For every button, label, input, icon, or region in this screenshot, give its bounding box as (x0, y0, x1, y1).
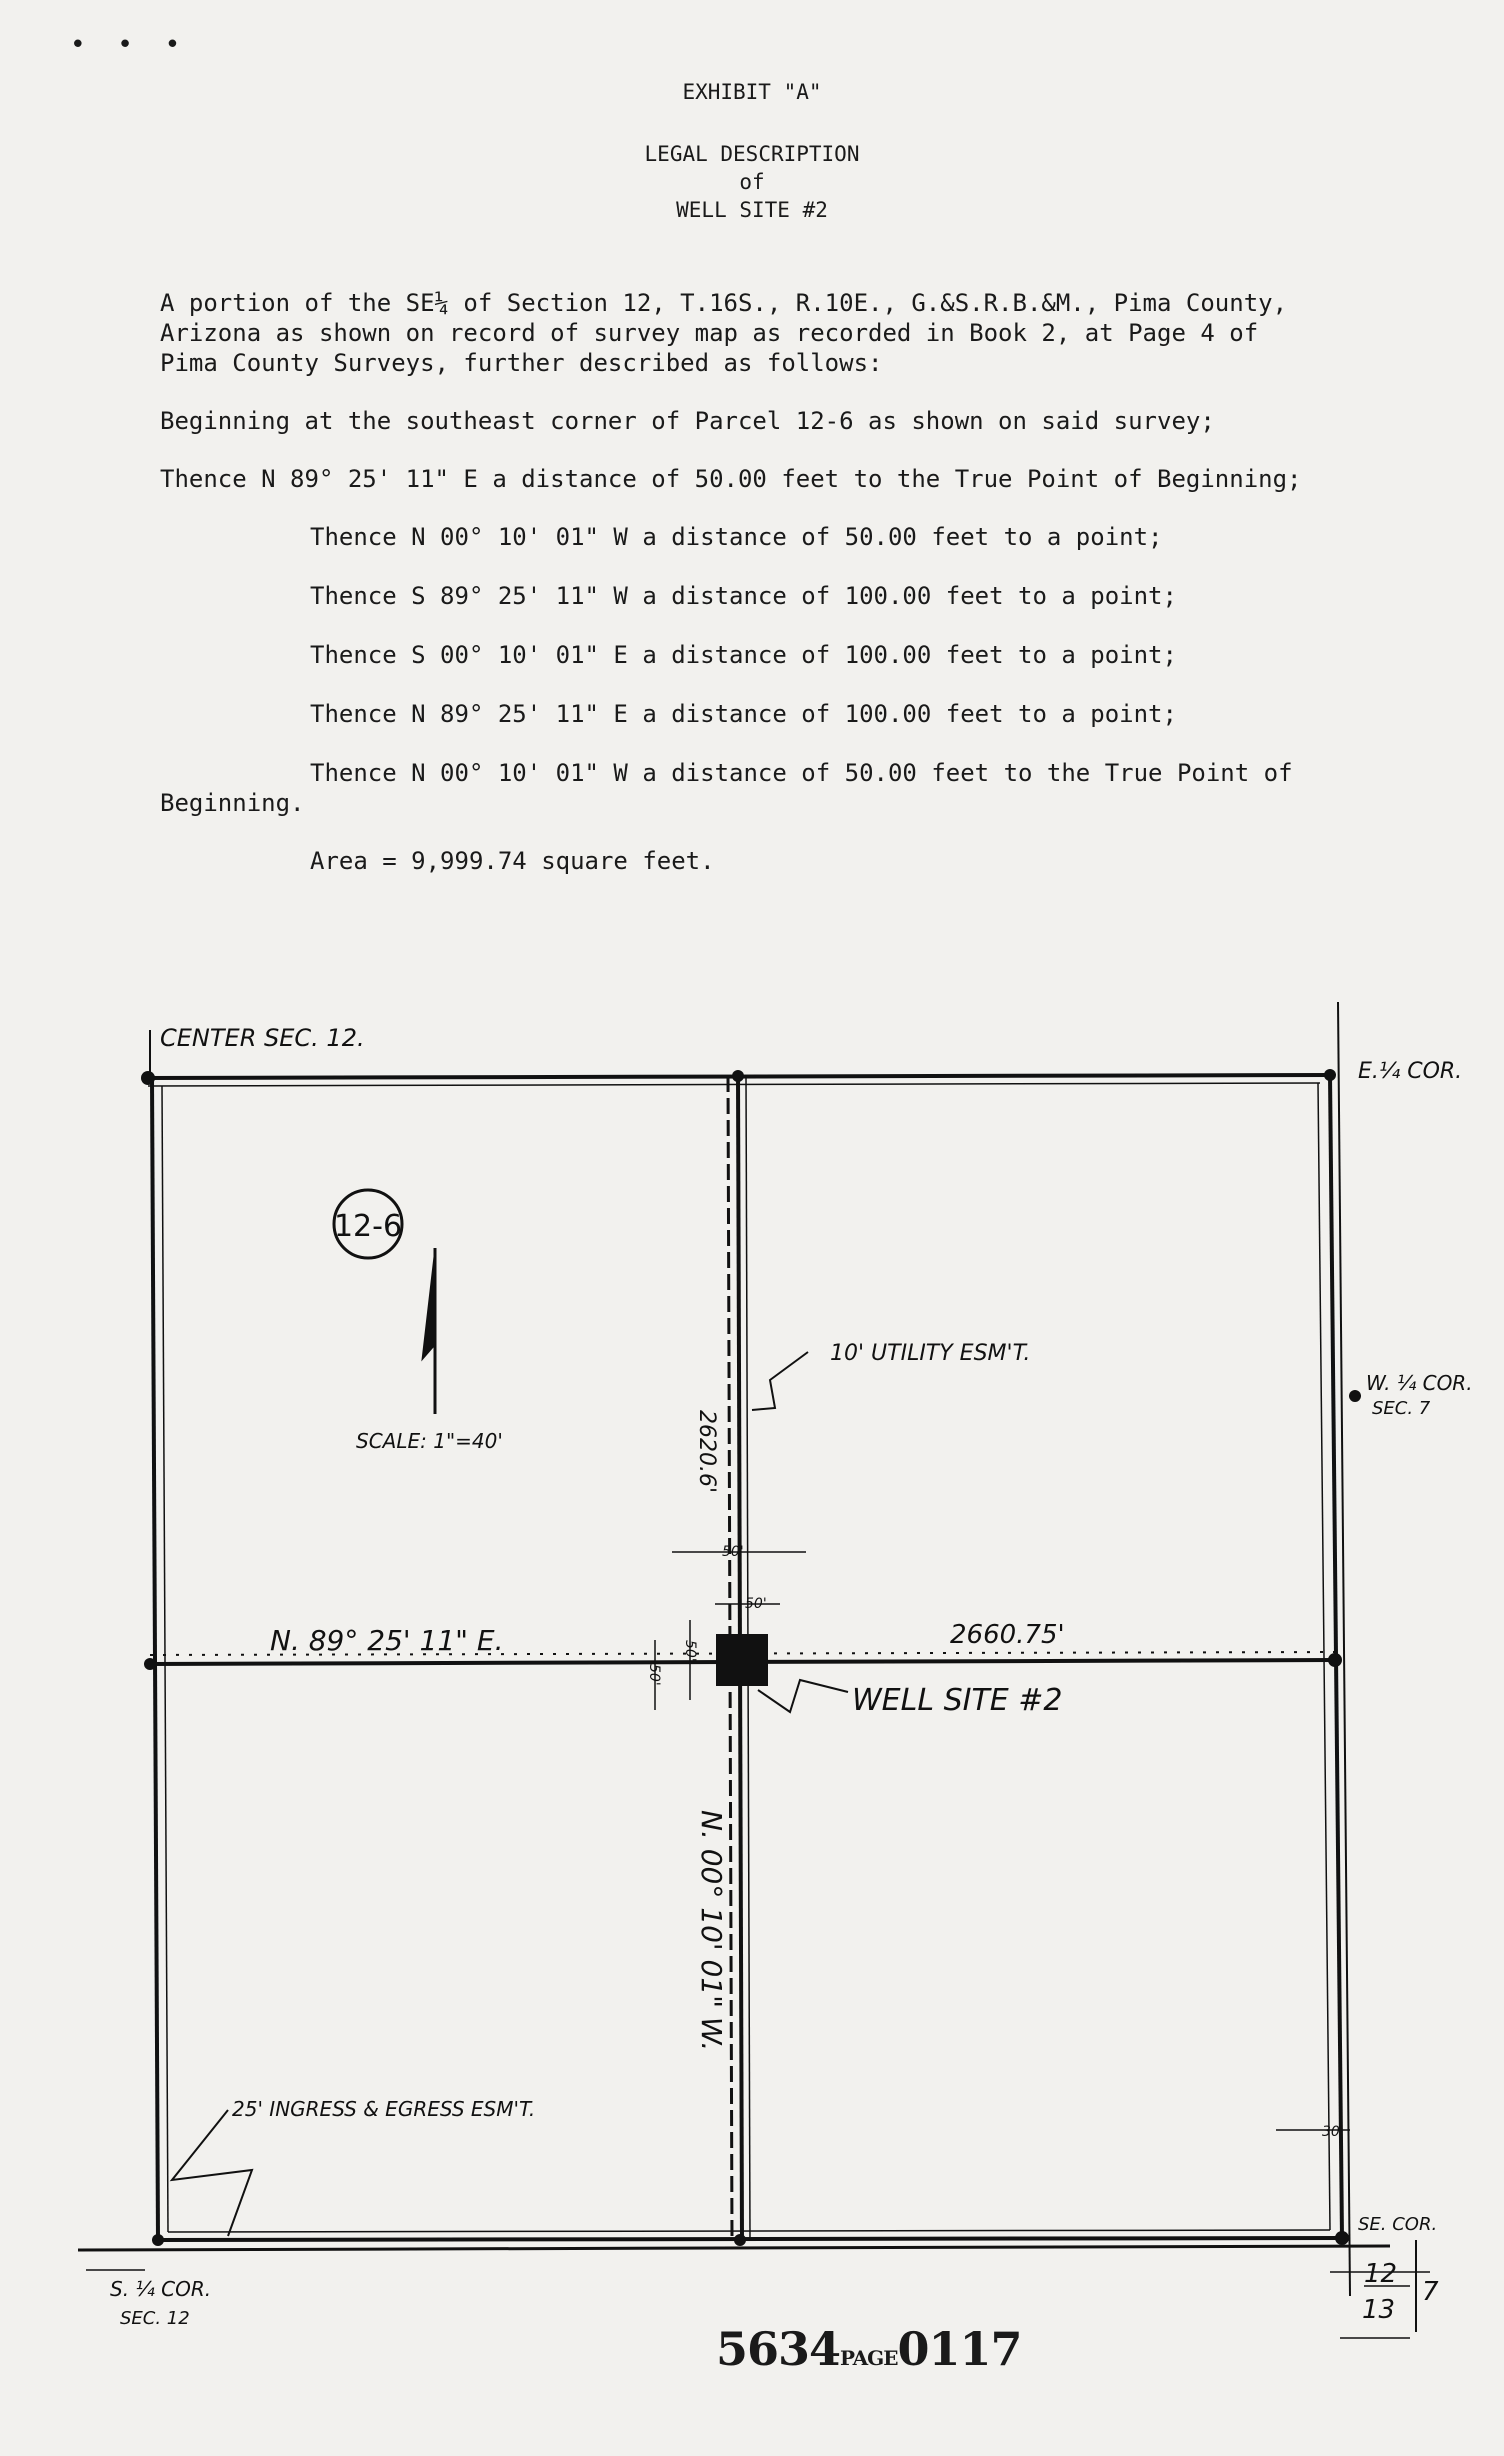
thence-line-4: Thence N 89° 25' 11" E a distance of 100.00 feet to a point; (310, 700, 1177, 728)
ingress-egress-label: 25' INGRESS & EGRESS ESM'T. (232, 2097, 536, 2121)
beginning-line: Beginning at the southeast corner of Parcel 12-6 as shown on said survey; (160, 407, 1215, 435)
north-boundary-inner (148, 1083, 1320, 1086)
section-number-right: 7 (1422, 2277, 1439, 2307)
area-line: Area = 9,999.74 square feet. (310, 847, 715, 875)
corner-point (1324, 1069, 1336, 1081)
scan-dots: • • • (70, 30, 189, 60)
corner-point (732, 1070, 744, 1082)
intro-line-3: Pima County Surveys, further described as follows: (160, 349, 883, 377)
parcel-label: 12-6 (333, 1209, 403, 1244)
thence-line-1: Thence N 00° 10' 01" W a distance of 50.00 feet to a point; (310, 523, 1163, 551)
corner-point (734, 2234, 746, 2246)
dim-label: 50' (722, 1544, 744, 1560)
west-quarter-label: W. ¼ COR. (1366, 1371, 1473, 1395)
corner-point (152, 2234, 164, 2246)
thence-line-0: Thence N 89° 25' 11" E a distance of 50.00 feet to the True Point of Beginning; (160, 465, 1302, 493)
east-boundary-inner (1318, 1083, 1330, 2230)
well-site-label: WELL SITE #2 (852, 1683, 1063, 1718)
scale-label: SCALE: 1"=40' (356, 1429, 503, 1453)
corner-point (141, 1071, 155, 1085)
utility-easement-label: 10' UTILITY ESM'T. (830, 1341, 1031, 1366)
thence-line-5a: Thence N 00° 10' 01" W a distance of 50.00 feet to the True Point of (310, 759, 1293, 787)
intro-line-1: A portion of the SE¼ of Section 12, T.16S., R.10E., G.&S.R.B.&M., Pima County, (160, 289, 1288, 317)
corner-point (144, 1658, 156, 1670)
title-line-2: of (739, 170, 765, 194)
page-word: PAGE (840, 2346, 898, 2370)
east-quarter-label: E.¼ COR. (1358, 1059, 1463, 1084)
exhibit-heading: EXHIBIT "A" (682, 80, 822, 104)
dim-label: 50' (745, 1596, 767, 1612)
center-section-label: CENTER SEC. 12. (160, 1024, 365, 1052)
utility-leader (752, 1352, 808, 1410)
section-number-bottom: 13 (1362, 2295, 1396, 2325)
intro-line-2: Arizona as shown on record of survey map as recorded in Book 2, at Page 4 of (160, 319, 1259, 347)
horizontal-distance-label: 2660.75' (950, 1620, 1065, 1650)
dim-label: 50' (646, 1664, 662, 1686)
title-line-1: LEGAL DESCRIPTION (644, 142, 860, 166)
west-quarter-sec-label: SEC. 7 (1372, 1398, 1431, 1419)
thence-line-2: Thence S 89° 25' 11" W a distance of 100.00 feet to a point; (310, 582, 1177, 610)
page-number: 0117 (897, 2322, 1022, 2376)
corner-point (1349, 1390, 1361, 1402)
title-line-3: WELL SITE #2 (676, 198, 828, 222)
well-leader (758, 1680, 848, 1712)
south-boundary-inner (168, 2230, 1330, 2232)
recording-stamp (716, 2322, 1022, 2376)
dim-label: 50' (682, 1640, 698, 1662)
book-number: 5634 (716, 2322, 841, 2376)
well-site-marker (716, 1634, 768, 1686)
horizontal-bearing-label: N. 89° 25' 11" E. (270, 1624, 504, 1657)
se-corner-label: SE. COR. (1358, 2214, 1438, 2235)
vertical-dimension-label: 2620.6' (694, 1410, 719, 1494)
section-line-south (78, 2246, 1390, 2250)
thence-line-5b: Beginning. (160, 789, 305, 817)
south-quarter-label: S. ¼ COR. (110, 2277, 212, 2301)
thence-line-3: Thence S 00° 10' 01" E a distance of 100.00 feet to a point; (310, 641, 1177, 669)
corner-point (1328, 1653, 1342, 1667)
south-quarter-sec-label: SEC. 12 (120, 2308, 190, 2329)
corner-point (1335, 2231, 1349, 2245)
ingress-leader (172, 2110, 252, 2236)
vertical-bearing-label: N. 00° 10' 01" W. (695, 1810, 728, 2052)
section-number-top: 12 (1364, 2259, 1398, 2289)
dim-label: 30' (1322, 2124, 1344, 2140)
west-boundary-inner (162, 1086, 168, 2232)
